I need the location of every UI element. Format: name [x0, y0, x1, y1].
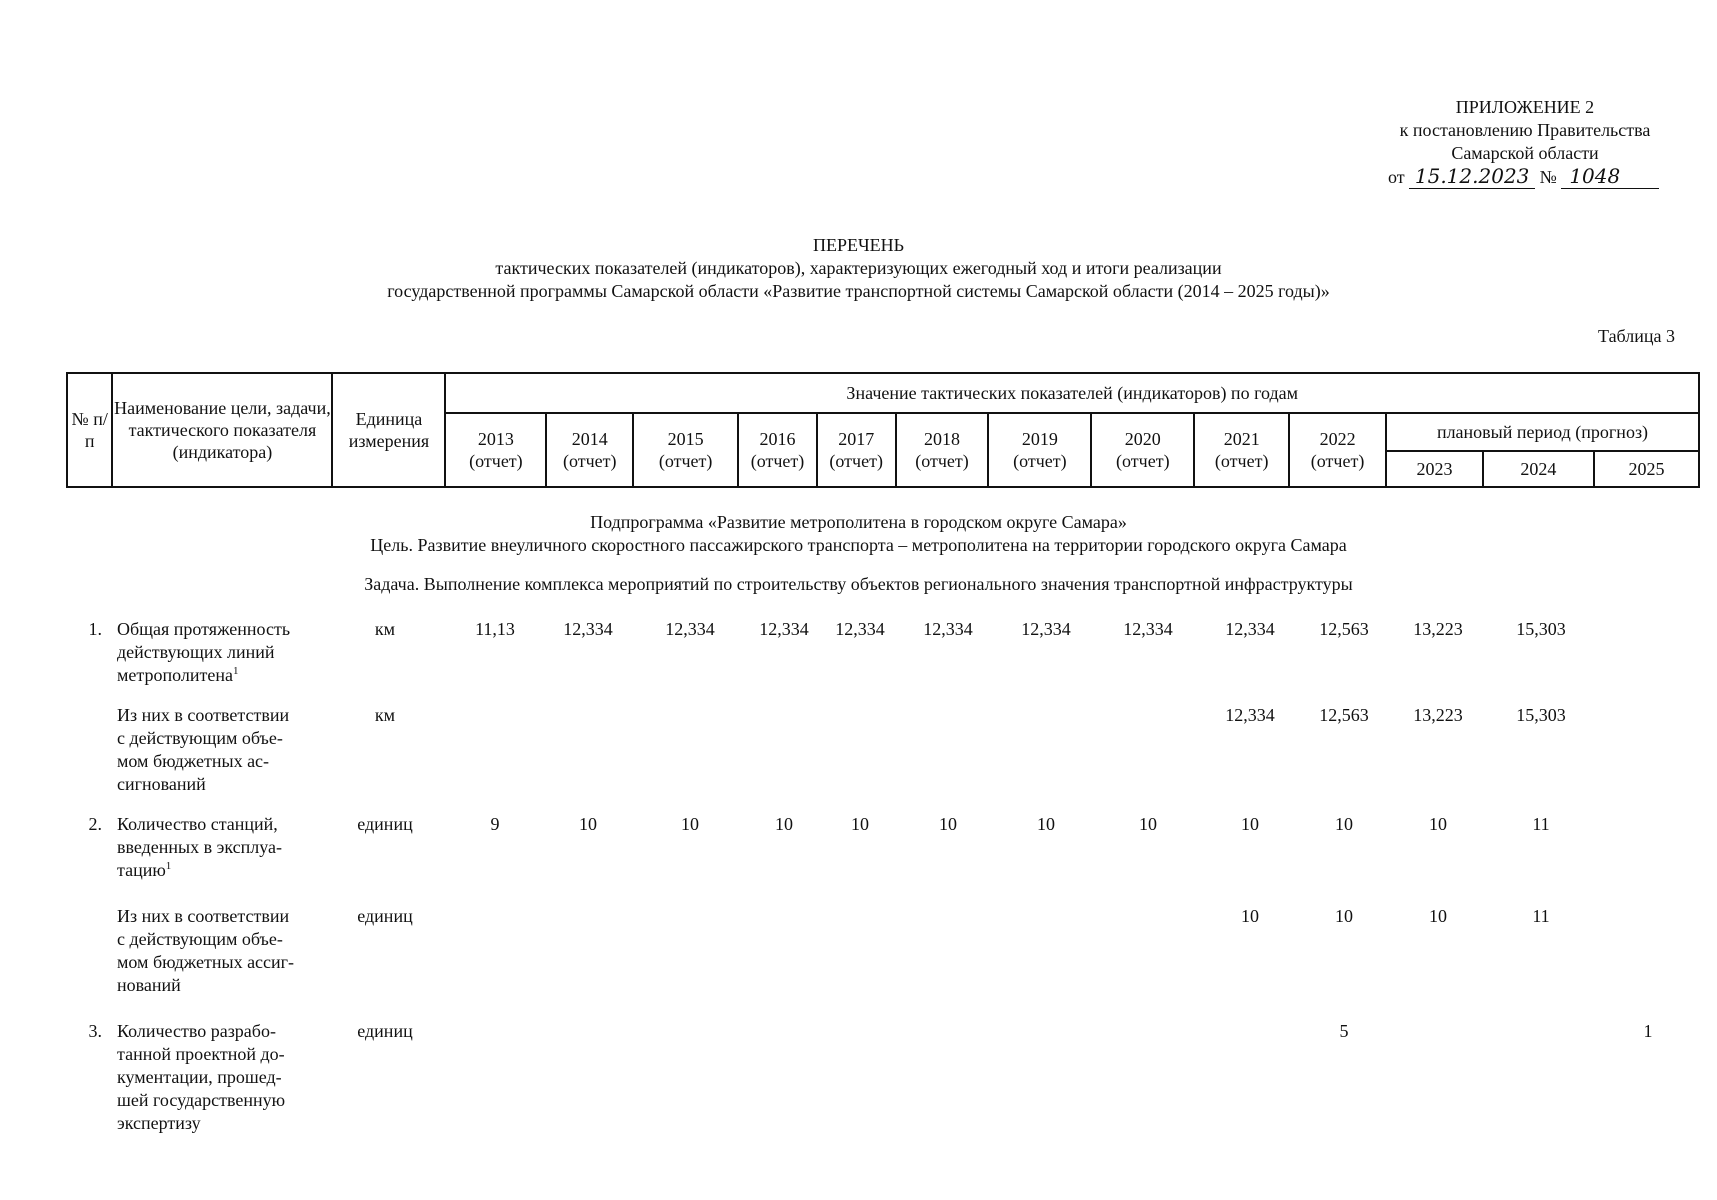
- annex-line-1: к постановлению Правительства: [1399, 120, 1651, 140]
- document-title: [0, 234, 1717, 303]
- row-number: 3.: [88, 1021, 102, 1041]
- indicator-name: Общая протяженность действующих линий метрополитена$^1$: [117, 619, 291, 685]
- subtitle-1: тактических показателей (индикаторов), характеризующих ежегодный ход и итоги реализации: [495, 258, 1222, 278]
- number-prefix: №: [1539, 167, 1557, 187]
- value-cell: 10: [1335, 814, 1353, 834]
- value-cell: 10: [681, 814, 699, 834]
- col-year-2013: 2013 (отчет): [445, 413, 546, 487]
- value-cell: 10: [1429, 814, 1447, 834]
- value-cell: 12,334: [665, 619, 715, 639]
- handwritten-number: 1048: [1561, 165, 1659, 189]
- col-year-2021: 2021 (отчет): [1194, 413, 1289, 487]
- value-cell: 12,334: [1123, 619, 1173, 639]
- col-year-2018: 2018 (отчет): [896, 413, 989, 487]
- heading: ПЕРЕЧЕНЬ: [812, 235, 905, 255]
- value-cell: 12,334: [835, 619, 885, 639]
- row-number: 2.: [88, 814, 102, 834]
- indicator-name: Из них в соответствии с действующим объе- мом бюджетных ас- сигнований: [117, 705, 290, 794]
- indicators-table-header: [66, 372, 1700, 488]
- value-cell: 12,334: [759, 619, 809, 639]
- value-cell: 10: [1037, 814, 1055, 834]
- value-cell: 10: [1429, 906, 1447, 926]
- value-cell: 12,334: [1225, 705, 1275, 725]
- task-heading: Задача. Выполнение комплекса мероприятий по строительству объектов регионального значения транспортной инфраструктуры: [364, 574, 1353, 594]
- col-year-2017: 2017 (отчет): [817, 413, 896, 487]
- unit-cell: км: [374, 619, 396, 639]
- value-cell: 12,563: [1319, 619, 1369, 639]
- row-number: 1.: [88, 619, 102, 639]
- footnote-mark: 1: [165, 860, 172, 872]
- col-year-2024: 2024: [1483, 451, 1594, 487]
- value-cell: 10: [851, 814, 869, 834]
- col-num: № п/п: [67, 373, 112, 487]
- value-cell: 10: [579, 814, 597, 834]
- value-cell: 12,334: [1225, 619, 1275, 639]
- value-cell: 10: [775, 814, 793, 834]
- value-cell: 10: [1139, 814, 1157, 834]
- col-planned-group: плановый период (прогноз): [1386, 413, 1699, 451]
- col-values-group: Значение тактических показателей (индикаторов) по годам: [445, 373, 1699, 413]
- col-name: Наименование цели, задачи, тактического показателя (индикатора): [112, 373, 332, 487]
- col-year-2023: 2023: [1386, 451, 1483, 487]
- annex-title: ПРИЛОЖЕНИЕ 2: [1455, 97, 1595, 117]
- indicator-name: Количество разрабо- танной проектной до- кументации, прошед- шей государственную экспертизу: [117, 1021, 286, 1133]
- col-year-2015: 2015 (отчет): [633, 413, 738, 487]
- col-year-2020: 2020 (отчет): [1091, 413, 1194, 487]
- unit-cell: единиц: [357, 814, 413, 834]
- value-cell: 12,334: [563, 619, 613, 639]
- table-label: Таблица 3: [1598, 326, 1675, 346]
- col-year-2022: 2022 (отчет): [1289, 413, 1386, 487]
- subprogram-heading: Подпрограмма «Развитие метрополитена в городском округе Самара»: [590, 512, 1127, 532]
- annex-block: [1370, 96, 1680, 189]
- value-cell: 12,334: [1021, 619, 1071, 639]
- value-cell: 11: [1532, 906, 1550, 926]
- annex-line-2: Самарской области: [1451, 143, 1599, 163]
- value-cell: 5: [1339, 1021, 1349, 1041]
- value-cell: 1: [1643, 1021, 1653, 1041]
- value-cell: 10: [1241, 814, 1259, 834]
- indicator-name: Количество станций, введенных в эксплуа- тацию$^1$: [117, 814, 283, 880]
- indicator-name: Из них в соответствии с действующим объе- мом бюджетных ассиг- нований: [117, 906, 295, 995]
- col-year-2019: 2019 (отчет): [988, 413, 1091, 487]
- subtitle-2: государственной программы Самарской области «Развитие транспортной системы Самарской области (2014 – 2025 годы)»: [387, 281, 1330, 301]
- unit-cell: км: [374, 705, 396, 725]
- value-cell: 15,303: [1516, 705, 1566, 725]
- value-cell: 11: [1532, 814, 1550, 834]
- handwritten-date: 15.12.2023: [1409, 165, 1535, 189]
- value-cell: 9: [490, 814, 500, 834]
- col-year-2014: 2014 (отчет): [546, 413, 633, 487]
- value-cell: 12,334: [923, 619, 973, 639]
- col-year-2025: 2025: [1594, 451, 1699, 487]
- value-cell: 13,223: [1413, 705, 1463, 725]
- annex-sign-line: [1370, 165, 1680, 189]
- value-cell: 10: [1241, 906, 1259, 926]
- footnote-mark: 1: [232, 665, 239, 677]
- col-unit: Единица измерения: [332, 373, 445, 487]
- unit-cell: единиц: [357, 1021, 413, 1041]
- unit-cell: единиц: [357, 906, 413, 926]
- value-cell: 11,13: [475, 619, 515, 639]
- value-cell: 13,223: [1413, 619, 1463, 639]
- value-cell: 15,303: [1516, 619, 1566, 639]
- date-prefix: от: [1388, 167, 1405, 187]
- goal-heading: Цель. Развитие внеуличного скоростного пассажирского транспорта – метрополитена на территории городского округа Самара: [370, 535, 1347, 555]
- col-year-2016: 2016 (отчет): [738, 413, 817, 487]
- value-cell: 12,563: [1319, 705, 1369, 725]
- value-cell: 10: [1335, 906, 1353, 926]
- value-cell: 10: [939, 814, 957, 834]
